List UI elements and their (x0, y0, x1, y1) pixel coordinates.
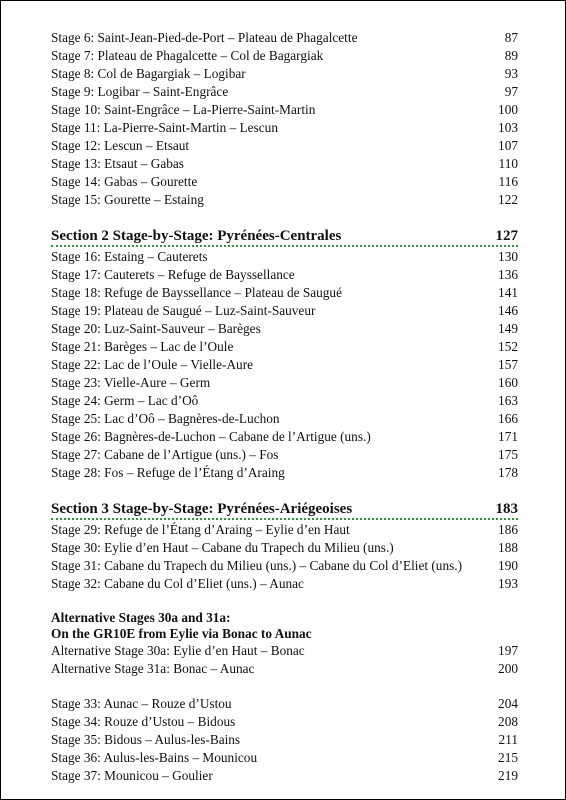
spacer (51, 482, 518, 500)
toc-entry-page-number: 152 (498, 339, 518, 354)
spacer (51, 209, 518, 227)
section-2-heading[interactable] (51, 227, 518, 247)
toc-entry[interactable] (51, 155, 518, 173)
toc-entry-title: Stage 35: Bidous – Aulus-les-Bains (51, 732, 241, 747)
toc-entry[interactable] (51, 392, 518, 410)
toc-entry[interactable] (51, 713, 518, 731)
toc-entry[interactable] (51, 47, 518, 65)
toc-entry[interactable] (51, 731, 518, 749)
toc-entry-page-number: 208 (498, 714, 518, 729)
stage-list-section-3-continued (51, 695, 518, 785)
section-title: Section 2 Stage-by-Stage: Pyrénées-Centrales (51, 228, 342, 244)
toc-entry-title: Stage 17: Cauterets – Refuge de Bayssellance (51, 267, 295, 282)
toc-entry-title: Stage 6: Saint-Jean-Pied-de-Port – Plateau de Phagalcette (51, 30, 358, 45)
toc-entry[interactable] (51, 428, 518, 446)
toc-entry-title: Stage 23: Vielle-Aure – Germ (51, 375, 211, 390)
toc-entry-page-number: 197 (498, 643, 518, 658)
toc-entry-title: Stage 18: Refuge de Bayssellance – Plateau de Saugué (51, 285, 342, 300)
section-title: Section 3 Stage-by-Stage: Pyrénées-Ariégeoises (51, 501, 353, 517)
toc-entry-title: Alternative Stage 31a: Bonac – Aunac (51, 661, 255, 676)
toc-entry[interactable] (51, 338, 518, 356)
toc-entry[interactable] (51, 642, 518, 660)
toc-entry[interactable] (51, 356, 518, 374)
toc-entry[interactable] (51, 83, 518, 101)
toc-entry[interactable] (51, 695, 518, 713)
toc-entry-page-number: 100 (498, 102, 518, 117)
toc-entry-title: Stage 27: Cabane de l’Artigue (uns.) – Fos (51, 447, 279, 462)
toc-entry[interactable] (51, 101, 518, 119)
toc-entry-page-number: 122 (498, 192, 518, 207)
toc-entry[interactable] (51, 575, 518, 593)
toc-entry[interactable] (51, 464, 518, 482)
toc-entry[interactable] (51, 320, 518, 338)
toc-entry[interactable] (51, 749, 518, 767)
toc-entry-title: Stage 9: Logibar – Saint-Engrâce (51, 84, 229, 99)
toc-entry[interactable] (51, 248, 518, 266)
toc-entry-title: Stage 37: Mounicou – Goulier (51, 768, 213, 783)
stage-list-section-1 (51, 29, 518, 209)
toc-entry-page-number: 166 (498, 411, 518, 426)
toc-entry-title: Stage 12: Lescun – Etsaut (51, 138, 190, 153)
toc-entry-title: Stage 28: Fos – Refuge de l’Étang d’Araing (51, 465, 285, 480)
toc-entry[interactable] (51, 539, 518, 557)
toc-entry[interactable] (51, 29, 518, 47)
toc-entry-page-number: 157 (498, 357, 518, 372)
table-of-contents (51, 29, 518, 785)
toc-entry-title: Stage 33: Aunac – Rouze d’Ustou (51, 696, 232, 711)
toc-entry-title: Stage 34: Rouze d’Ustou – Bidous (51, 714, 236, 729)
toc-entry[interactable] (51, 557, 518, 575)
toc-entry[interactable] (51, 191, 518, 209)
toc-entry-title: Stage 31: Cabane du Trapech du Milieu (uns.) – Cabane du Col d’Eliet (uns.) (51, 558, 463, 573)
toc-entry-page-number: 93 (504, 66, 518, 81)
alternative-stage-list (51, 642, 518, 678)
toc-entry-page-number: 186 (498, 522, 518, 537)
toc-entry-page-number: 211 (498, 732, 518, 747)
toc-entry-title: Stage 26: Bagnères-de-Luchon – Cabane de l’Artigue (uns.) (51, 429, 371, 444)
toc-entry-title: Stage 22: Lac de l’Oule – Vielle-Aure (51, 357, 254, 372)
toc-entry[interactable] (51, 446, 518, 464)
toc-entry-title: Stage 16: Estaing – Cauterets (51, 249, 208, 264)
toc-entry-title: Stage 21: Barèges – Lac de l’Oule (51, 339, 234, 354)
toc-entry-page-number: 89 (504, 48, 518, 63)
toc-entry[interactable] (51, 374, 518, 392)
toc-entry-page-number: 163 (498, 393, 518, 408)
toc-entry-page-number: 171 (498, 429, 518, 444)
toc-entry-page-number: 97 (504, 84, 518, 99)
toc-entry-page-number: 175 (498, 447, 518, 462)
toc-entry-page-number: 160 (498, 375, 518, 390)
toc-entry[interactable] (51, 266, 518, 284)
toc-entry-title: Stage 24: Germ – Lac d’Oô (51, 393, 199, 408)
toc-entry-page-number: 215 (498, 750, 518, 765)
toc-entry-title: Stage 11: La-Pierre-Saint-Martin – Lescun (51, 120, 278, 135)
toc-entry-page-number: 141 (498, 285, 518, 300)
toc-entry-page-number: 219 (498, 768, 518, 783)
toc-entry-page-number: 178 (498, 465, 518, 480)
toc-entry-title: Stage 13: Etsaut – Gabas (51, 156, 184, 171)
toc-entry-page-number: 190 (498, 558, 518, 573)
toc-entry[interactable] (51, 137, 518, 155)
section-page-number: 183 (495, 501, 518, 517)
toc-entry-title: Stage 29: Refuge de l’Étang d’Araing – Eylie d’en Haut (51, 522, 350, 537)
toc-entry[interactable] (51, 119, 518, 137)
spacer (51, 678, 518, 695)
toc-entry-page-number: 188 (498, 540, 518, 555)
toc-entry-title: Stage 25: Lac d’Oô – Bagnères-de-Luchon (51, 411, 280, 426)
alternative-heading-line-2: On the GR10E from Eylie via Bonac to Aunac (51, 626, 312, 641)
toc-entry[interactable] (51, 284, 518, 302)
toc-entry-page-number: 87 (504, 30, 518, 45)
alternative-stages-heading (51, 610, 518, 642)
toc-entry-page-number: 146 (498, 303, 518, 318)
toc-entry[interactable] (51, 302, 518, 320)
toc-entry[interactable] (51, 521, 518, 539)
spacer (51, 593, 518, 610)
stage-list-section-2 (51, 248, 518, 482)
toc-entry-page-number: 116 (498, 174, 518, 189)
toc-entry[interactable] (51, 660, 518, 678)
toc-entry[interactable] (51, 65, 518, 83)
toc-entry-page-number: 136 (498, 267, 518, 282)
alternative-heading-line-1: Alternative Stages 30a and 31a: (51, 610, 231, 625)
toc-entry-title: Stage 7: Plateau de Phagalcette – Col de Bagargiak (51, 48, 324, 63)
toc-entry[interactable] (51, 173, 518, 191)
toc-entry-title: Stage 14: Gabas – Gourette (51, 174, 198, 189)
toc-entry-page-number: 200 (498, 661, 518, 676)
toc-entry-title: Stage 8: Col de Bagargiak – Logibar (51, 66, 246, 81)
toc-entry-title: Stage 15: Gourette – Estaing (51, 192, 204, 207)
toc-entry-page-number: 110 (498, 156, 518, 171)
toc-entry-title: Stage 20: Luz-Saint-Sauveur – Barèges (51, 321, 261, 336)
section-page-number: 127 (495, 228, 518, 244)
toc-entry-page-number: 193 (498, 576, 518, 591)
toc-entry-title: Stage 10: Saint-Engrâce – La-Pierre-Saint-Martin (51, 102, 316, 117)
toc-entry-title: Stage 19: Plateau de Saugué – Luz-Saint-Sauveur (51, 303, 316, 318)
toc-entry-page-number: 204 (498, 696, 518, 711)
toc-entry[interactable] (51, 410, 518, 428)
toc-entry-page-number: 130 (498, 249, 518, 264)
toc-entry-title: Stage 32: Cabane du Col d’Eliet (uns.) – Aunac (51, 576, 304, 591)
toc-entry-title: Stage 36: Aulus-les-Bains – Mounicou (51, 750, 258, 765)
toc-entry-title: Alternative Stage 30a: Eylie d’en Haut – Bonac (51, 643, 305, 658)
toc-entry[interactable] (51, 767, 518, 785)
toc-entry-page-number: 107 (498, 138, 518, 153)
toc-entry-page-number: 103 (498, 120, 518, 135)
stage-list-section-3 (51, 521, 518, 593)
section-3-heading[interactable] (51, 500, 518, 520)
toc-entry-page-number: 149 (498, 321, 518, 336)
toc-entry-title: Stage 30: Eylie d’en Haut – Cabane du Trapech du Milieu (uns.) (51, 540, 394, 555)
